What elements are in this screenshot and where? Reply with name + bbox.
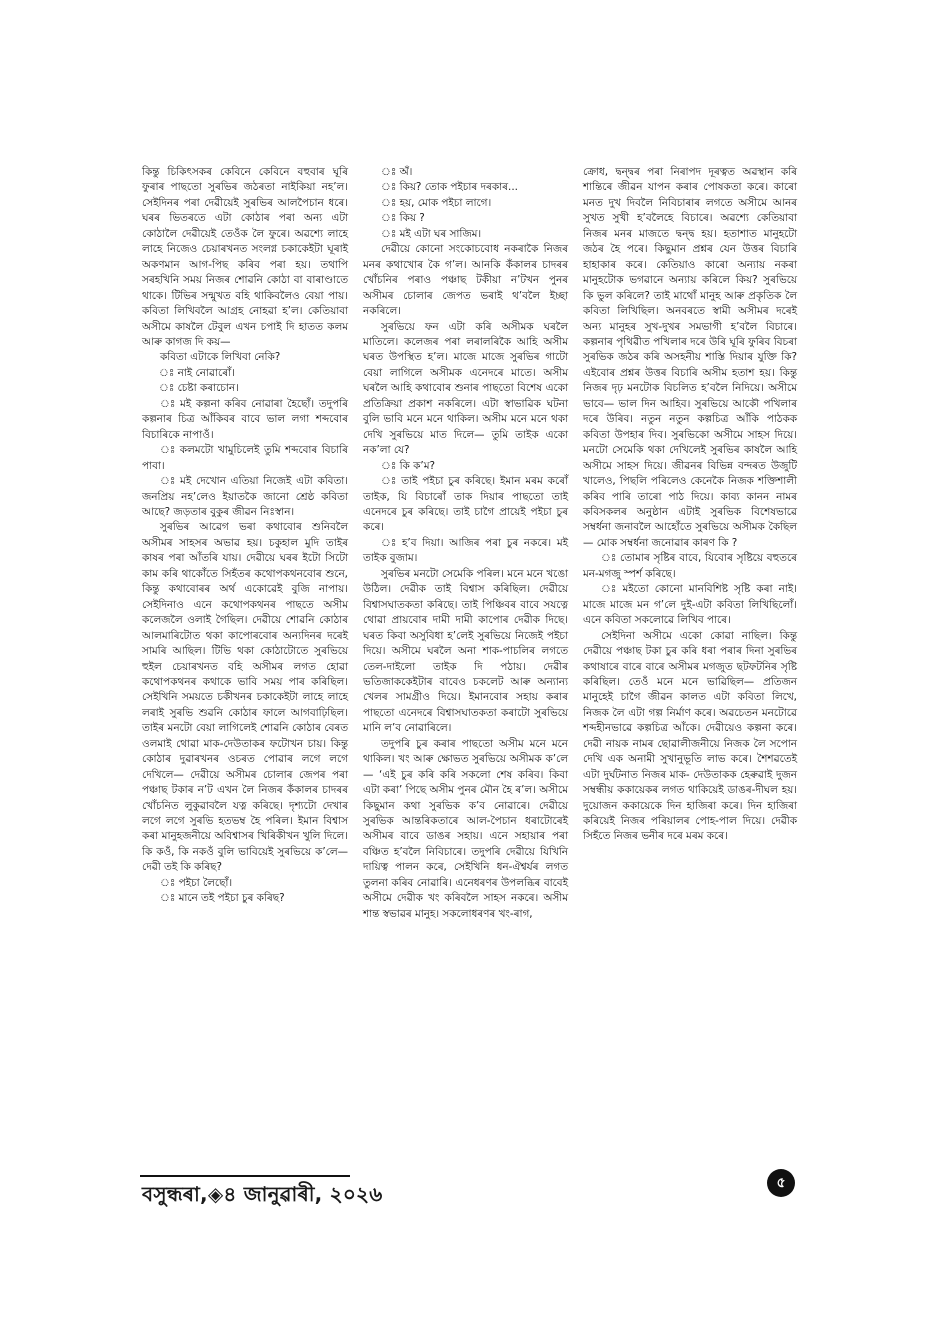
paragraph: ঃ হয়, মোক পইচা লাগে।: [381, 196, 492, 209]
paragraph: কিন্তু চিকিৎসকৰ কেবিনে কেবিনে বহুবাৰ ঘূৰি ফুৰাৰ পাছতো সুৰভিৰ জঠৰতা নাইকিয়া নহ’ল। সেইদিনৰ পৰা দেৱীয়েই সুৰভিৰ আলপৈচান ধৰে। ঘৰৰ ভিতৰতে এটা কোঠাৰ পৰা অন্য এটা কোঠালৈ দেৱীয়েই তেওঁক লৈ ফুৰে। অৱশ্যে লাহে লাহে নিজেও চেয়াৰখনত সংলগ্ন চকাকেইটা ঘূৰাই অকণমান আগ-পিছ কৰিব পৰা হয়। তথাপি সৰহখিনি সময় নিজৰ শোৱনি কোঠা বা বাৰাণ্ডাতে থাকে। টিভিৰ সন্মুখত বহি থাকিবলৈও বেয়া পায়। কবিতা লিখিবলৈ আগ্ৰহ নোহৱা হ’ল। কেতিয়াবা অসীমে কাষলৈ টেবুল এখন চপাই দি হাতত কলম আৰু কাগজ দি কয়—: [142, 166, 348, 348]
paragraph: ঃ কিয় ?: [381, 212, 425, 225]
paragraph: ঃ তোমাৰ সৃষ্টিৰ বাবে, যিবোৰ সৃষ্টিয়ে বহুতৰে মন-মগজু স্পৰ্শ কৰিছে।: [583, 552, 797, 580]
footer-masthead: বসুন্ধৰা,◈৪ জানুৱাৰী, ২০২৬: [142, 1182, 383, 1206]
paragraph: তদুপৰি চুৰ কৰাৰ পাছতো অসীম মনে মনে থাকিল। খং আৰু ক্ষোভত সুৰভিয়ে অসীমক ক’লে— ‘এই চুৰ কৰি কৰি সকলো শেষ কৰিব। কিবা এটা কৰা’ পিছে অসীম পুনৰ মৌন হৈ ৰ’ল। অসীমে কিছুমান কথা সুৰভিক ক’ব নোৱাৰে। দেৱীয়ে সুৰভিক আন্তৰিকতাৰে আল-পৈচান ধৰাটোৰেই অসীমৰ বাবে ডাঙৰ সহায়। এনে সহায়াৰ পৰা বঞ্চিত হ’বলৈ নিবিচাৰে। তদুপৰি দেৱীয়ে যিখিনি দায়িত্ব পালন কৰে, সেইখিনি ধন-ঐশ্বৰ্যৰ লগত তুলনা কৰিব নোৱাৰি। এনেধৰণৰ উপলব্ধিৰ বাবেই অসীমে দেৱীক খং কৰিবলৈ সাহস নকৰে। অসীম শান্ত স্বভাৱৰ মানুহ। সকলোধৰণৰ খং-ৰাগ,: [363, 737, 568, 920]
paragraph: ঃ হ’ব দিয়া। আজিৰ পৰা চুৰ নকৰে। মই তাইক বুজাম।: [363, 536, 568, 565]
paragraph: ঃ মইতো কোনো মানবিশিষ্ট সৃষ্টি কৰা নাই। মাজে মাজে মন গ’লে দুই-এটা কবিতা লিখিছিলোঁ। এনে কবিতা সকলোৱে লিখিব পাৰে।: [583, 583, 797, 627]
page-number: ৫: [767, 1169, 795, 1197]
paragraph: ঃ মই দেখোন এতিয়া নিজেই এটা কবিতা। জনপ্ৰিয় নহ’লেও ইয়াতকৈ জানো শ্ৰেষ্ঠ কবিতা আছে? জড়তাৰ বুকুৰ জীৱন নিঃস্বান।: [142, 475, 348, 518]
paragraph: ঃ তাই পইচা চুৰ কৰিছে। ইমান মৰম কৰোঁ তাইক, যি বিচাৰোঁ তাক দিয়াৰ পাছতো তাই এনেদৰে চুৰ কৰিছে। তাই চাগৈ প্ৰায়েই পইচা চুৰ কৰে।: [363, 475, 568, 534]
paragraph: ক্ৰোধ, দ্বন্দ্বৰ পৰা নিৰাপদ দূৰত্বত অৱস্থান কৰি শান্তিৰে জীৱন যাপন কৰাৰ পোষকতা কৰে। কাৰো মনত দুখ দিবলৈ নিবিচাৰাৰ লগতে অসীমে আনৰ সুখত সুখী হ’বলৈহে বিচাৰে। অৱশ্যে কেতিয়াবা নিজৰ মনৰ মাজতে দ্বন্দ্ব হয়। হতাশাত মানুহটো জঠৰ হৈ পৰে। কিছুমান প্ৰশ্নৰ যেন উত্তৰ বিচাৰি হাহাকাৰ কৰে। কেতিয়াও কাৰো অন্যায় নকৰা মানুহটোক ভগৱানে অন্যায় কৰিলে কিয়? সুৰভিয়ে কি ভুল কৰিলে? তাই মাথোঁ মানুহ আৰু প্ৰকৃতিক লৈ কবিতা লিখিছিল। অনবৰতে স্বামী অসীমৰ দৰেই অন্য মানুহৰ সুখ-দুখৰ সমভাগী হ’বলৈ বিচাৰে। কল্পনাৰ পৃথিৱীত পখিলাৰ দৰে উৰি ঘূৰি ফুৰিব বিচৰা সুৰভিক জঠৰ কৰি অসহনীয় শাস্তি দিয়াৰ যুক্তি কি? এইবোৰ প্ৰশ্নৰ উত্তৰ বিচাৰি অসীম হতাশ হয়। কিন্তু নিজৰ দৃঢ় মনটোক বিচলিত হ’বলৈ নিদিয়ে। অসীমে ভাবে— ভাল দিন আহিব। সুৰভিয়ে আকৌ পখিলাৰ দৰে উৰিব। নতুন নতুন কল্পচিত্ৰ আঁকি পাঠকক কবিতা উপহাৰ দিব। সুৰভিকো অসীমে সাহস দিয়ে। মনটো সেমেকি থকা দেখিলেই সুৰভিৰ কাষলৈ আহি অসীমে সাহস দিয়ে। জীৱনৰ বিভিন্ন বন্দৰত উজুটি খালেও, পিছলি পৰিলেও কেনেকৈ নিজক শক্তিশালী কৰিব পাৰি তাৰো পাঠ দিয়ে। কাব্য কানন নামৰ কবিসকলৰ অনুষ্ঠান এটাই সুৰভিক বিশেষভাৱে সম্বৰ্ধনা জনাবলৈ আহোঁতে সুৰভিয়ে অসীমক কৈছিল— মোক সম্বৰ্ধনা জনোৱাৰ কাৰণ কি ?: [583, 166, 797, 549]
text-column-3: [583, 165, 797, 845]
paragraph: ঃ মই এটা ঘৰ সাজিম।: [381, 227, 482, 240]
paragraph: ঃ কলমটো খামুচিলেই তুমি শব্দবোৰ বিচাৰি পাবা।: [142, 444, 348, 472]
paragraph: সুৰভিৰ মনটো সেমেকি পৰিল। মনে মনে খঙো উঠিল। দেৱীক তাই বিশ্বাস কৰিছিল। দেৱীয়ে বিশ্বাসঘাতকতা কৰিছে। তাই পিঞ্চিবৰ বাবে সযত্নে থোৱা প্ৰায়বোৰ দামী দামী কাপোৰ দেৱীক দিছে। ঘৰত কিবা অসুবিধা হ’লেই সুৰভিয়ে নিজেই পইচা দিয়ে। অসীমে ঘৰলৈ অনা শাক-পাচলিৰ লগতে তেল-দাইলো তাইক দি পঠায়। দেৱীৰ ভতিজাককেইটাৰ বাবেও চকলেট আৰু অন্যান্য খেলৰ সামগ্ৰীও দিয়ে। ইমানবোৰ সহায় কৰাৰ পাছতো এনেদৰে বিশ্বাসঘাতকতা কৰাটো সুৰভিয়ে মানি ল’ব নোৱাৰিলে।: [363, 567, 568, 735]
paragraph: সুৰভিয়ে ফন এটা কৰি অসীমক ঘৰলৈ মাতিলে। কলেজৰ পৰা লৰালৰিকৈ আহি অসীম ঘৰত উপস্থিত হ’ল। মাজে মাজে সুৰভিৰ গাটো বেয়া লাগিলে অসীমক এনেদৰে মাতে। অসীম ঘৰলৈ আহি কথাবোৰ শুনাৰ পাছতো বিশেষ একো প্ৰতিক্ৰিয়া প্ৰকাশ নকৰিলে। এটা স্বাভাৱিক ঘটনা বুলি ভাবি মনে মনে থাকিল। অসীম মনে মনে থকা দেখি সুৰভিয়ে মাত দিলে— তুমি তাইক একো নক’লা যে?: [363, 320, 568, 457]
paragraph: ঃ মানে তই পইচা চুৰ কৰিছ?: [160, 892, 285, 905]
paragraph: সেইদিনা অসীমে একো কোৱা নাছিল। কিন্তু দেৱীয়ে পঞ্চাছ টকা চুৰ কৰি ধৰা পৰাৰ দিনা সুৰভিৰ কথাষাৰে বাৰে বাৰে অসীমৰ মগজুত ছটফটনিৰ সৃষ্টি কৰিছিল। তেওঁ মনে মনে ভাৱিছিল— প্ৰতিজন মানুহেই চাগৈ জীৱন কালত এটা কবিতা লিখে, নিজক লৈ এটা গল্প নিৰ্মাণ কৰে। অৱচেতন মনটোৱে শব্দহীনভাৱে কল্পচিত্ৰ আঁকে। দেৱীয়েও কল্পনা কৰে। দেৱী নায়ক নামৰ ছোৱালীজনীয়ে নিজক লৈ সপোন দেখি এক অনামী সুখানুভূতি লাভ কৰে। শৈশৱতেই এটা দুৰ্ঘটনাত নিজৰ মাক- দেউতাকক হেৰুৱাই দুজন সম্বন্ধীয় ককায়েকৰ লগত থাকিয়েই ডাঙৰ-দীঘল হয়। দুয়োজন ককায়েকে দিন হাজিৰা কৰে। দিন হাজিৰা কৰিয়েই নিজৰ পৰিয়ালৰ পোহ-পাল দিয়ে। দেৱীক সিহঁতে নিজৰ ভনীৰ দৰে মৰম কৰে।: [583, 629, 797, 843]
paragraph: সুৰভিৰ আৱেগ ভৰা কথাবোৰ শুনিবলৈ অসীমৰ সাহসৰ অভাৱ হয়। চকুহাল মুদি তাইৰ কাষৰ পৰা আঁতৰি যায়। দেৱীয়ে ঘৰৰ ইটো সিটো কাম কৰি থাকোঁতে সিহঁতৰ কথোপকথনবোৰ শুনে, কিন্তু কথাবোৰৰ অৰ্থ একোৱেই বুজি নাপায়। সেইদিনাও এনে কথোপকথনৰ পাছতে অসীম কলেজলৈ ওলাই গৈছিল। দেৱীয়ে শোৱনি কোঠাৰ আলমাৰিটোত থকা কাপোৰবোৰ অন্যদিনৰ দৰেই সামৰি আছিল। টিভি থকা কোঠাটোতে সুৰভিয়ে হুইল চেয়াৰখনত বহি অসীমৰ লগত হোৱা কথোপকথনৰ কথাকে ভাবি সময় পাৰ কৰিছিল। সেইখিনি সময়তে চকীখনৰ চকাকেইটা লাহে লাহে লৰাই সুৰভি শুৱনি কোঠাৰ ফালে আগবাঢ়িছিল। তাইৰ মনটো বেয়া লাগিলেই শোৱনি কোঠাৰ বেৰত ওলমাই থোৱা মাক-দেউতাকৰ ফটোখন চায়। কিন্তু কোঠাৰ দুৱাৰখনৰ ওচৰত পোৱাৰ লগে লগে দেখিলে— দেৱীয়ে অসীমৰ চোলাৰ জেপৰ পৰা পঞ্চাছ টকাৰ ন’ট এখন লৈ নিজৰ কঁকালৰ চাদৰৰ খোঁচনিত লুকুৱাবলৈ যত্ন কৰিছে। দৃশ্যটো দেখাৰ লগে লগে সুৰভি হতভম্ব হৈ পৰিল। ইমান বিশ্বাস কৰা মানুহজনীয়ে অবিশ্বাসৰ খিৰিকীখন খুলি দিলে। কি কওঁ, কি নকওঁ বুলি ভাবিয়েই সুৰভিয়ে ক’লে— দেৱী তই কি কৰিছ?: [142, 521, 348, 874]
paragraph: ঃ পইচা লৈছোঁ।: [160, 876, 233, 889]
paragraph: ঃ নাই নোৱাৰোঁ।: [159, 366, 235, 379]
footer-rule: [140, 1175, 350, 1177]
text-column-2: [363, 165, 568, 922]
paragraph: ঃ মই কল্পনা কৰিব নোৱাৰা হৈছোঁ। তদুপৰি কল্পনাৰ চিত্ৰ আঁকিবৰ বাবে ভাল লগা শব্দবোৰ বিচাৰিকে নাপাওঁ।: [142, 397, 348, 441]
paragraph: ঃ চেষ্টা কৰাচোন।: [159, 382, 239, 395]
text-column-1: [142, 165, 348, 907]
paragraph: ঃ কি ক’ম?: [381, 459, 435, 472]
paragraph: দেৱীয়ে কোনো সংকোচবোধ নকৰাকৈ নিজৰ মনৰ কথাখোৰ কৈ গ’ল। আনকি কঁকালৰ চাদৰৰ খোঁচনিৰ পৰাও পঞ্চাছ টকীয়া ন’টখন পুনৰ অসীমৰ চোলাৰ জেপত ভৰাই থ’বলৈ ইচ্ছা নকৰিলে।: [363, 243, 568, 318]
paragraph: কবিতা এটাকে লিখিবা নেকি?: [160, 351, 281, 364]
paragraph: ঃ অঁ।: [381, 166, 413, 178]
paragraph: ঃ কিয়? তোক পইচাৰ দৰকাৰ...: [381, 181, 518, 194]
